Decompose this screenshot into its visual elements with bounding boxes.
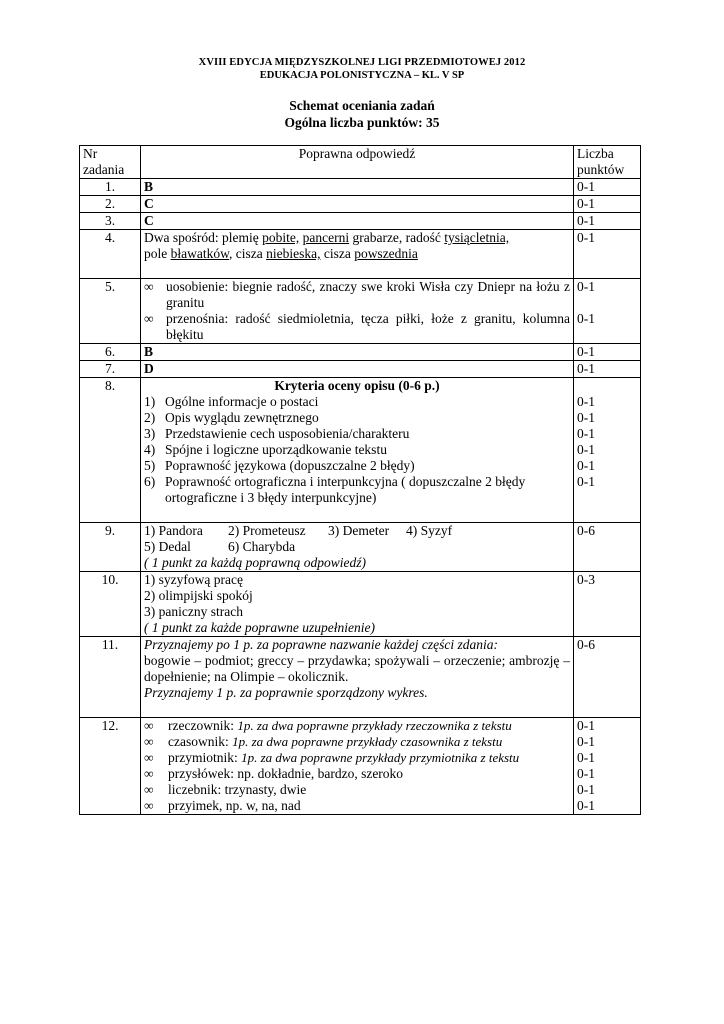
infinity-bullet-icon: ∞ [144,750,154,765]
answer-item: 3) Demeter [328,523,390,538]
task-points: 0-1 [574,361,641,378]
table-row [80,213,641,230]
item-number: 2) [144,410,156,425]
table-row [80,344,641,361]
answer-text: bogowie – podmiot; greccy – przydawka; spożywali – orzeczenie; ambrozję – dopełnienie; na Olimpie – okolicznik. [144,653,570,684]
column-header-points-line2: punktów [577,162,625,177]
infinity-bullet-icon: ∞ [144,798,154,813]
task-answer [141,718,574,815]
task-answer [141,378,574,523]
item-text: Spójne i logiczne uporządkowanie tekstu [165,442,387,457]
scoring-note: 1p. za dwa poprawne przykłady czasownika z tekstu [232,734,503,749]
answer-text: uosobienie: biegnie radość, znaczy swe kroki Wisła czy Dniepr na łożu z granitu [166,279,570,310]
points-value: 0-1 [577,750,595,765]
scoring-note: Przyznajemy 1 p. za poprawnie sporządzony wykres. [144,685,428,700]
list-item [144,394,570,410]
criteria-title: Kryteria oceny opisu (0-6 p.) [274,378,440,393]
answer-text: , cisza [228,246,267,261]
points-value: 0-1 [577,458,595,473]
grading-table [79,145,641,815]
list-item [144,311,570,343]
answer-item: 1) Pandora [144,523,203,538]
task-number: 12. [80,718,141,815]
item-number: 5) [144,458,156,473]
task-number: 5. [80,279,141,344]
points-value: 0-1 [577,474,595,489]
list-item [144,798,570,814]
answer-text: przenośnia: radość siedmioletnia, tęcza piłki, łoże z granitu, kolumna błękitu [166,311,570,342]
page-subtitle: Ogólna liczba punktów: 35 [284,115,440,130]
list-item [144,426,570,442]
table-row [80,572,641,637]
task-answer [141,523,574,572]
infinity-bullet-icon: ∞ [144,782,154,797]
table-row [80,378,641,523]
column-header-nr-line1: Nr [83,146,98,161]
answer-text: pole [144,246,171,261]
points-value: 0-1 [577,279,595,294]
answer-text: grabarze, radość [349,230,445,245]
item-number: 6) [144,474,156,489]
answer-item: 3) paniczny strach [144,604,243,619]
task-number: 6. [80,344,141,361]
scoring-note: ( 1 punkt za każdą poprawną odpowiedź) [144,555,366,570]
points-value: 0-1 [577,734,595,749]
list-item [144,474,570,506]
item-text: Przedstawienie cech usposobienia/charakteru [165,426,410,441]
task-answer [141,230,574,279]
task-points: 0-1 [574,344,641,361]
answer-underlined: niebieska, [266,246,321,261]
table-row [80,718,641,815]
task-answer: B [141,179,574,196]
item-text: Poprawność językowa (dopuszczalne 2 błędy) [165,458,415,473]
task-number: 8. [80,378,141,523]
answer-underlined: powszednia [354,246,418,261]
task-answer: C [141,213,574,230]
item-label: rzeczownik: [168,718,238,733]
column-header-points [574,146,641,179]
item-number: 3) [144,426,156,441]
table-row [80,230,641,279]
header-line-1: XVIII EDYCJA MIĘDZYSZKOLNEJ LIGI PRZEDMIOTOWEJ 2012 [198,57,526,68]
task-number: 11. [80,637,141,718]
infinity-bullet-icon: ∞ [144,279,154,294]
infinity-bullet-icon: ∞ [144,718,154,733]
task-points: 0-6 [574,637,641,718]
points-value: 0-1 [577,394,595,409]
task-points: 0-6 [574,523,641,572]
item-label: czasownik: [168,734,233,749]
header-line-2: EDUKACJA POLONISTYCZNA – KL. V SP [259,70,465,81]
item-label: przymiotnik: [168,750,242,765]
points-value: 0-1 [577,410,595,425]
task-points: 0-1 [574,230,641,279]
task-number: 2. [80,196,141,213]
task-answer: D [141,361,574,378]
item-number: 4) [144,442,156,457]
task-answer: C [141,196,574,213]
answer-underlined: bławatków [170,246,229,261]
task-points: 0-1 [574,196,641,213]
list-item [144,766,570,782]
table-row [80,523,641,572]
task-answer: B [141,344,574,361]
answer-item: 1) syzyfową pracę [144,572,243,587]
answer-underlined: pancerni [302,230,350,245]
task-points: 0-3 [574,572,641,637]
answer-item: 5) Dedal [144,539,191,554]
scoring-note: ( 1 punkt za każde poprawne uzupełnienie) [144,620,375,635]
points-value: 0-1 [577,798,595,813]
answer-item: 4) Syzyf [406,523,453,538]
points-value: 0-1 [577,718,595,733]
task-number: 4. [80,230,141,279]
task-points [574,718,641,815]
infinity-bullet-icon: ∞ [144,734,154,749]
list-item [144,442,570,458]
task-number: 7. [80,361,141,378]
column-header-answer [141,146,574,179]
table-row [80,361,641,378]
points-value: 0-1 [577,442,595,457]
item-label: przysłówek: np. dokładnie, bardzo, szeroko [168,766,404,781]
task-points [574,279,641,344]
table-header-row [80,146,641,179]
item-label: liczebnik: trzynasty, dwie [168,782,307,797]
infinity-bullet-icon: ∞ [144,311,154,326]
task-points: 0-1 [574,213,641,230]
answer-text: Dwa spośród: plemię [144,230,263,245]
item-text: Poprawność ortograficzna i interpunkcyjna ( dopuszczalne 2 błędy ortograficzne i 3 błędy interpunkcyjne) [165,474,526,505]
points-value: 0-1 [577,426,595,441]
answer-item: 2) Prometeusz [228,523,306,538]
task-number: 3. [80,213,141,230]
task-answer [141,279,574,344]
table-row [80,196,641,213]
task-answer [141,572,574,637]
table-row [80,179,641,196]
answer-item: 6) Charybda [228,539,296,554]
list-item [144,718,570,734]
answer-text: cisza [320,246,355,261]
item-text: Ogólne informacje o postaci [165,394,319,409]
scoring-note: 1p. za dwa poprawne przykłady rzeczownika z tekstu [237,718,512,733]
task-number: 10. [80,572,141,637]
item-text: Opis wyglądu zewnętrznego [165,410,319,425]
list-item [144,458,570,474]
column-header-nr [80,146,141,179]
answer-underlined: tysiącletnia, [444,230,510,245]
table-row [80,637,641,718]
column-header-points-line1: Liczba [577,146,614,161]
infinity-bullet-icon: ∞ [144,766,154,781]
item-number: 1) [144,394,156,409]
list-item [144,734,570,750]
page-title: Schemat oceniania zadań [289,98,435,113]
task-number: 9. [80,523,141,572]
table-row [80,279,641,344]
task-points: 0-1 [574,179,641,196]
scoring-note: 1p. za dwa poprawne przykłady przymiotnika z tekstu [241,750,520,765]
column-header-answer-label: Poprawna odpowiedź [298,146,416,161]
task-points [574,378,641,523]
list-item [144,782,570,798]
task-number: 1. [80,179,141,196]
points-value: 0-1 [577,311,595,326]
scoring-note: Przyznajemy po 1 p. za poprawne nazwanie każdej części zdania: [144,637,498,652]
task-answer [141,637,574,718]
answer-underlined: pobite, [262,230,300,245]
list-item [144,750,570,766]
list-item [144,279,570,311]
column-header-nr-line2: zadania [83,162,125,177]
points-value: 0-1 [577,782,595,797]
answer-item: 2) olimpijski spokój [144,588,253,603]
points-value: 0-1 [577,766,595,781]
list-item [144,410,570,426]
item-label: przyimek, np. w, na, nad [168,798,301,813]
